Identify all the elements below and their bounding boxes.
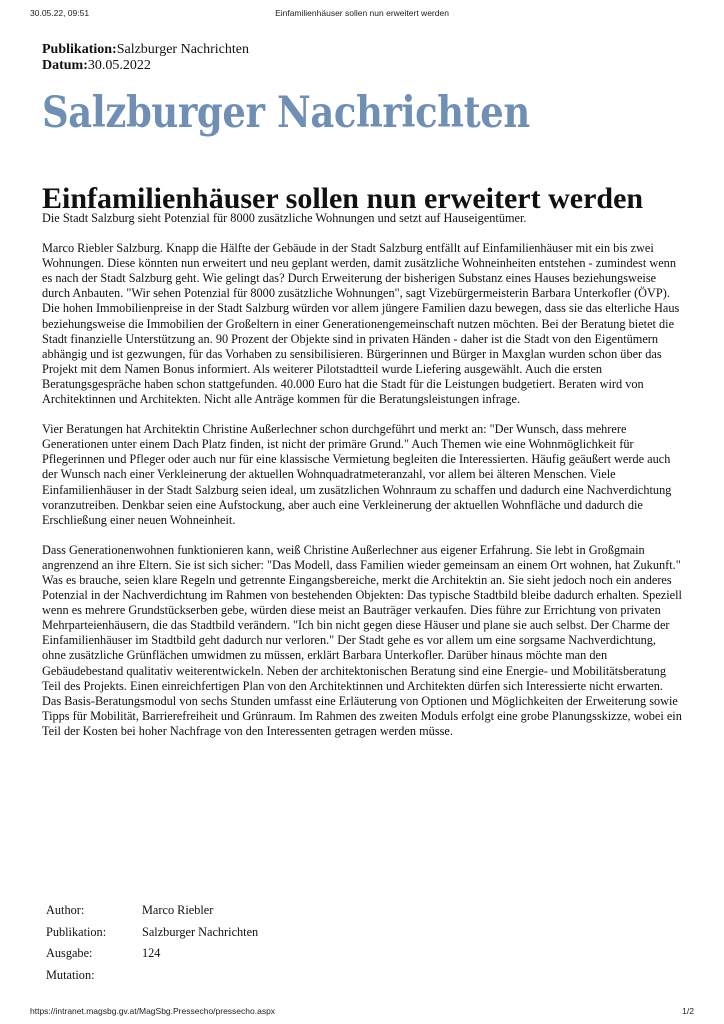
print-url[interactable]: https://intranet.magsbg.gv.at/MagSbg.Pressecho/pressecho.aspx (30, 1006, 276, 1016)
meta-publikation-value: Salzburger Nachrichten (116, 42, 249, 57)
article-paragraph: Vier Beratungen hat Architektin Christine Außerlechner schon durchgeführt und merkt an: "Der Wunsch, dass mehrere Generationen unter einem Dach Platz finden, ist nicht der primäre Grund." Auch Themen wie eine Wohnmöglichkeit für Pflegerinnen und Pfleger oder auch nur für eine klassische Vermietung begleiten die Interessierten. Häufig geäußert werde auch der Wunsch nach einer Verkleinerung der aktuellen Wohnquadratmeteranzahl, vor allem bei älteren Menschen. Viele Einfamilienhäuser in der Stadt Salzburg seien ideal, um zusätzlichen Wohnraum zu schaffen und dadurch eine Nachverdichtung voranzutreiben. Denkbar seien eine Aufstockung, aber auch eine Verkleinerung der aktuellen Wohnfläche und dadurch die Erschließung einer neuen Wohneinheit. (42, 422, 672, 527)
newspaper-logo: Salzburger Nachrichten (42, 88, 530, 138)
meta-publikation-row (42, 42, 249, 58)
author-value: Marco Riebler (142, 903, 214, 917)
print-title: Einfamilienhäuser sollen nun erweitert werden (275, 8, 449, 18)
publication-meta (42, 42, 249, 73)
meta-datum-row (42, 58, 249, 74)
meta-datum-label: Datum: (42, 57, 88, 73)
author-label: Author: (46, 903, 85, 917)
publikation-label: Publikation: (46, 924, 107, 939)
article-paragraph: Marco Riebler Salzburg. Knapp die Hälfte der Gebäude in der Stadt Salzburg entfällt auf Einfamilienhäuser mit ein bis zwei Wohnungen. Diese könnten nun erweitert und neu geplant werden, damit zusätzliche Wohneinheiten entstehen - zumindest wenn es nach der Stadt Salzburg geht. Wie gelingt das? Durch Erweiterung der bisherigen Substanz eines Hauses beziehungsweise durch Anbauten. "Wir sehen Potenzial für 8000 zusätzliche Wohnungen", sagt Vizebürgermeisterin Barbara Unterkofler (ÖVP). Die hohen Immobilienpreise in der Stadt Salzburg würden vor allem jüngere Familien dazu bewegen, dass sie das elterliche Haus beziehungsweise die Immobilien der Großeltern in einer Generationengemeinschaft nutzen möchten. Bei der Beratung bietet die Stadt finanzielle Unterstützung an. 90 Prozent der Objekte sind in privaten Händen - daher ist die Stadt von den Eigentümern abhängig und ist gezwungen, für das Vorhaben zu sensibilisieren. Bürgerinnen und Bürger in Maxglan wurden schon über das Projekt mit dem Namen Bonus informiert. Als weiterer Pilotstadtteil wurde Liefering ausgewählt. Auch die ersten Beratungsgespräche haben schon stattgefunden. 40.000 Euro hat die Stadt für die Leistungen budgetiert. Beraten wird von Architektinnen und Architekten. Nicht alle Anträge kommen für die Beratungsleistungen infrage. (42, 241, 680, 407)
detail-row-mutation (46, 965, 258, 987)
ausgabe-label: Ausgabe: (46, 946, 93, 960)
detail-row-publikation (46, 922, 258, 944)
article-paragraph: Dass Generationenwohnen funktionieren kann, weiß Christine Außerlechner aus eigener Erfahrung. Sie lebt in Großgmain angrenzend an ihre Eltern. Sie ist sich sicher: "Das Modell, dass Familien wieder gemeinsam an einem Ort wohnen, hat Zukunft." Was es brauche, seien klare Regeln und getrennte Eingangsbereiche, merkt die Architektin an. Sie sieht jedoch noch ein anderes Potenzial in der Nachverdichtung im Rahmen von bestehenden Objekten: Das typische Stadtbild bleibe dadurch erhalten. Speziell wenn es mehrere Grundstückserben gebe, würden diese meist an Bauträger verkaufen. Dies führe zur Errichtung von privaten Mehrparteienhäusern, die das Stadtbild verändern. "Ich bin nicht gegen diese Häuser und plane sie auch selbst. Der Charme der Einfamilienhäuser im Stadtbild geht dadurch nur verloren." Der Stadt gehe es vor allem um eine sorgsame Nachverdichtung, ohne zusätzliche Grünflächen umwidmen zu müssen, erklärt Barbara Unterkofler. Darüber hinaus möchte man den Gebäudebestand qualitativ weiterentwickeln. Neben der architektonischen Beratung sind eine Energie- und Mobilitätsberatung Teil des Projekts. Einen einreichfertigen Plan von den Architektinnen und Architekten dürfen sich Interessierte nicht erwarten. Das Basis-Beratungsmodul von sechs Stunden umfasst eine Erläuterung von Optionen und Möglichkeiten der Erweiterung sowie Tipps für Mobilität, Barrierefreiheit und Grünraum. Im Rahmen des zweiten Moduls erfolgt eine grobe Planungsskizze, wobei ein Teil der Kosten bei hoher Nachfrage von den Interessenten getragen werden müsse. (42, 542, 682, 738)
meta-datum-value: 30.05.2022 (87, 57, 151, 73)
detail-row-author (46, 900, 258, 922)
print-timestamp: 30.05.22, 09:51 (30, 8, 90, 18)
article-lead: Die Stadt Salzburg sieht Potenzial für 8000 zusätzliche Wohnungen und setzt auf Hauseigentümer. (42, 211, 527, 225)
meta-publikation-label: Publikation: (42, 42, 117, 57)
article-body (42, 211, 682, 754)
mutation-value (142, 965, 258, 987)
article-details-table (46, 900, 258, 986)
detail-row-ausgabe (46, 943, 258, 965)
print-footer (30, 1006, 694, 1018)
ausgabe-value: 124 (142, 946, 161, 960)
print-header (30, 8, 694, 20)
page-number: 1/2 (682, 1006, 694, 1016)
mutation-label: Mutation: (46, 967, 95, 982)
publikation-value: Salzburger Nachrichten (142, 924, 259, 939)
article-headline: Einfamilienhäuser sollen nun erweitert werden (42, 182, 644, 216)
